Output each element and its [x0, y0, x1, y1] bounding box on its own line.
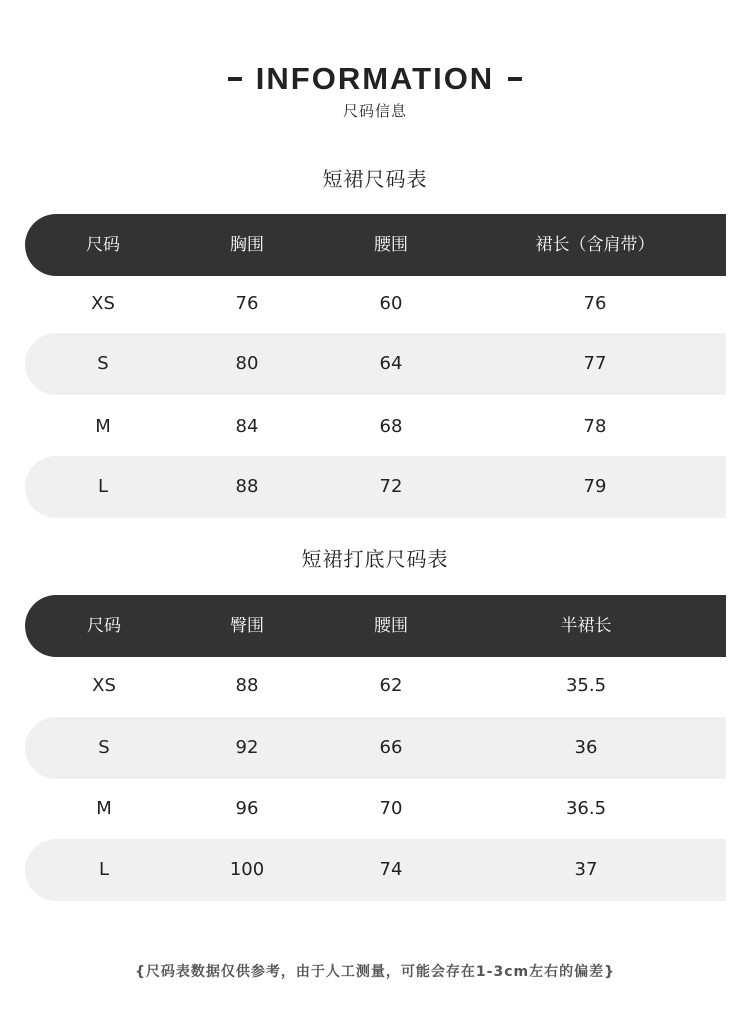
table-cell: 80	[235, 353, 259, 374]
table-cell: XS	[91, 293, 115, 314]
table-cell: 36.5	[565, 798, 607, 819]
table-cell: 36	[574, 737, 598, 758]
table-cell: 60	[379, 293, 403, 314]
table-cell: 62	[379, 675, 403, 696]
table-cell: M	[95, 416, 111, 437]
page-header	[0, 58, 750, 122]
table-row	[25, 655, 726, 717]
table1-title: 短裙尺码表	[322, 167, 428, 191]
table-cell: 100	[229, 859, 265, 880]
table-cell: 92	[235, 737, 259, 758]
table-cell: XS	[92, 675, 116, 696]
table-cell: 84	[235, 416, 259, 437]
table-cell: 35.5	[565, 675, 607, 696]
table-row	[25, 273, 726, 335]
table-cell: 88	[235, 476, 259, 497]
page-subtitle: 尺码信息	[342, 102, 407, 120]
table-cell: 64	[379, 353, 403, 374]
header-cell: 尺码	[87, 616, 121, 636]
header-cell: 胸围	[230, 235, 264, 255]
table-cell: 77	[583, 353, 607, 374]
table-cell: S	[98, 737, 110, 758]
table-cell: 79	[583, 476, 607, 497]
table-cell: M	[96, 798, 112, 819]
table-row	[25, 333, 726, 395]
header-cell: 裙长（含肩带）	[535, 235, 655, 255]
table-cell: 74	[379, 859, 403, 880]
table-cell: 76	[583, 293, 607, 314]
table-row	[25, 396, 726, 458]
table-cell: 76	[235, 293, 259, 314]
title-dash-left	[228, 77, 242, 81]
measurement-note: {尺码表数据仅供参考，由于人工测量，可能会存在1-3cm左右的偏差}	[134, 964, 616, 980]
header-cell: 尺码	[86, 235, 120, 255]
table-cell: S	[97, 353, 109, 374]
title-text: INFORMATION	[255, 61, 495, 96]
size-table-skirt	[25, 214, 726, 524]
table-header-row	[25, 214, 726, 276]
table2-title: 短裙打底尺码表	[301, 547, 449, 571]
table-cell: 96	[235, 798, 259, 819]
table-cell: L	[97, 476, 109, 497]
table-cell: 78	[583, 416, 607, 437]
table-header-row	[25, 595, 726, 657]
table-cell: 68	[379, 416, 403, 437]
table-cell: 70	[379, 798, 403, 819]
size-table-underskirt	[25, 595, 726, 905]
header-cell: 臀围	[230, 616, 264, 636]
table-cell: L	[98, 859, 110, 880]
table-row	[25, 839, 726, 901]
table-row	[25, 456, 726, 518]
table-cell: 72	[379, 476, 403, 497]
table-cell: 88	[235, 675, 259, 696]
title-dash-right	[508, 77, 522, 81]
header-cell: 腰围	[374, 235, 408, 255]
table-row	[25, 717, 726, 779]
page-title	[0, 58, 750, 100]
table-cell: 66	[379, 737, 403, 758]
table-cell: 37	[574, 859, 598, 880]
header-cell: 腰围	[374, 616, 408, 636]
table-row	[25, 778, 726, 840]
header-cell: 半裙长	[560, 616, 612, 636]
